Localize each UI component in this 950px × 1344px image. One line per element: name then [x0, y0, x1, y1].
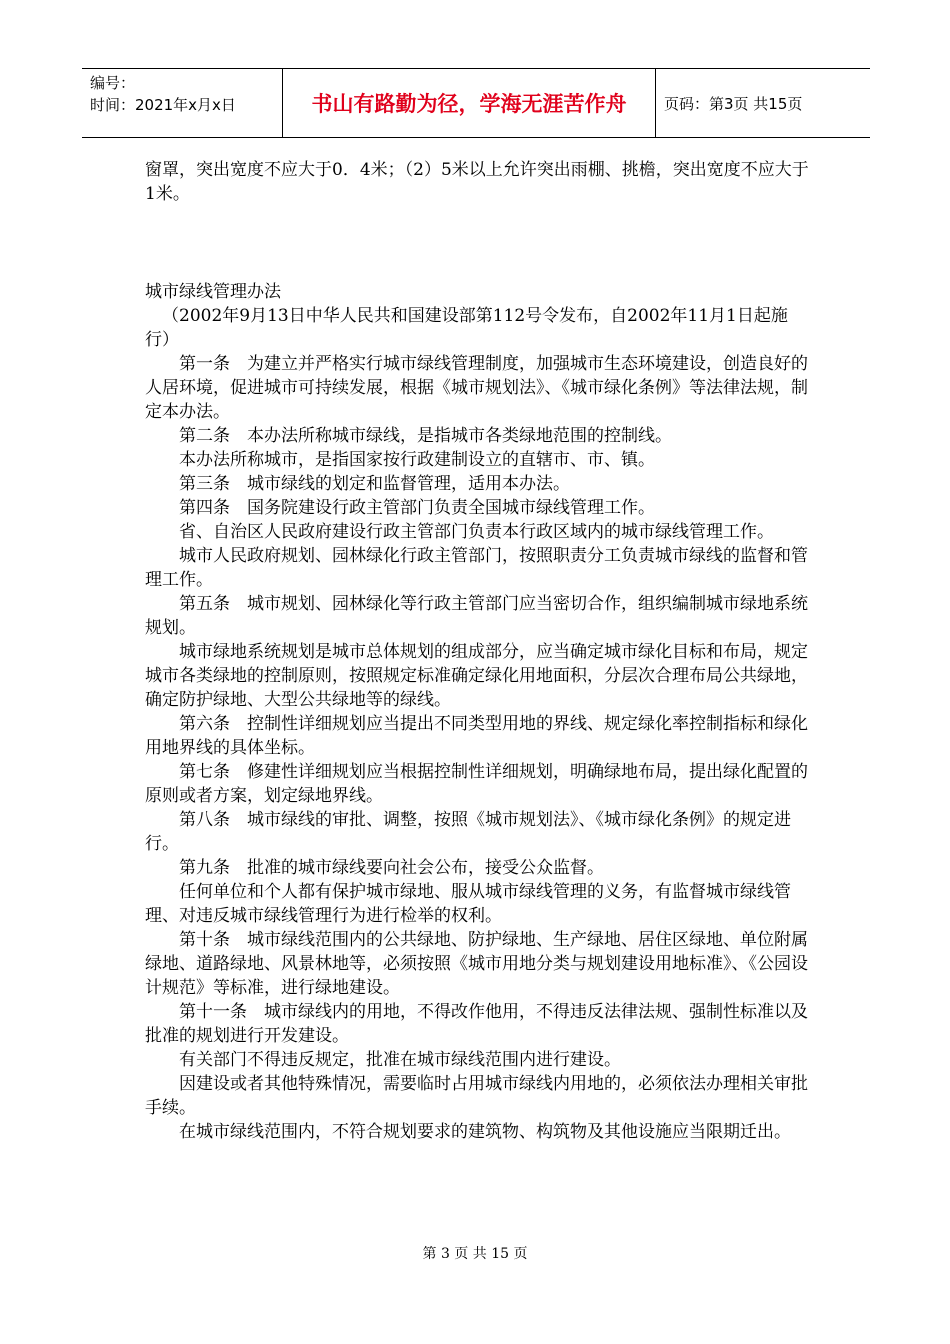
article-paragraph: 第七条 修建性详细规划应当根据控制性详细规划，明确绿地布局，提出绿化配置的原则或者方案，划定绿地界线。 — [145, 762, 808, 806]
article-paragraph: 第八条 城市绿线的审批、调整，按照《城市规划法》、《城市绿化条例》的规定进行。 — [145, 810, 791, 854]
article-paragraph: 第九条 批准的城市绿线要向社会公布，接受公众监督。 — [179, 858, 604, 878]
document-title: 城市绿线管理办法 — [145, 282, 281, 302]
document-body — [145, 158, 810, 1144]
article-paragraph: 第一条 为建立并严格实行城市绿线管理制度，加强城市生态环境建设，创造良好的人居环境，促进城市可持续发展，根据《城市规划法》、《城市绿化条例》等法律法规，制定本办法。 — [145, 354, 808, 422]
article-paragraph: 在城市绿线范围内，不符合规划要求的建筑物、构筑物及其他设施应当限期迁出。 — [179, 1122, 791, 1142]
article-paragraph: 第六条 控制性详细规划应当提出不同类型用地的界线、规定绿化率控制指标和绿化用地界线的具体坐标。 — [145, 714, 808, 758]
article-paragraph: 城市人民政府规划、园林绿化行政主管部门，按照职责分工负责城市绿线的监督和管理工作。 — [145, 546, 808, 590]
article-paragraph: 省、自治区人民政府建设行政主管部门负责本行政区域内的城市绿线管理工作。 — [179, 522, 774, 542]
article-paragraph: 第三条 城市绿线的划定和监督管理，适用本办法。 — [179, 474, 570, 494]
header-meta — [82, 69, 282, 137]
article-paragraph: 有关部门不得违反规定，批准在城市绿线范围内进行建设。 — [179, 1050, 621, 1070]
article-paragraph: 第十一条 城市绿线内的用地，不得改作他用，不得违反法律法规、强制性标准以及批准的规划进行开发建设。 — [145, 1002, 808, 1046]
article-paragraph: 因建设或者其他特殊情况，需要临时占用城市绿线内用地的，必须依法办理相关审批手续。 — [145, 1074, 808, 1118]
page-footer: 第 3 页 共 15 页 — [422, 1246, 528, 1262]
time-label: 时间：2021年x月x日 — [90, 96, 236, 114]
intro-paragraph: 窗罩，突出宽度不应大于0．4米；（2）5米以上允许突出雨棚、挑檐，突出宽度不应大于1米。 — [145, 160, 809, 204]
header-motto: 书山有路勤为径，学海无涯苦作舟 — [282, 69, 656, 137]
header-page-info: 页码：第3页 共15页 — [664, 94, 803, 113]
article-paragraph: 第五条 城市规划、园林绿化等行政主管部门应当密切合作，组织编制城市绿地系统规划。 — [145, 594, 808, 638]
spacer — [145, 206, 810, 280]
page-header — [82, 68, 870, 138]
article-paragraph: 第十条 城市绿线范围内的公共绿地、防护绿地、生产绿地、居住区绿地、单位附属绿地、道路绿地、风景林地等，必须按照《城市用地分类与规划建设用地标准》、《公园设计规范》等标准，进行绿地建设。 — [145, 930, 808, 998]
article-paragraph: 任何单位和个人都有保护城市绿地、服从城市绿线管理的义务，有监督城市绿线管理、对违反城市绿线管理行为进行检举的权利。 — [145, 882, 791, 926]
article-paragraph: 城市绿地系统规划是城市总体规划的组成部分，应当确定城市绿化目标和布局，规定城市各类绿地的控制原则，按照规定标准确定绿化用地面积，分层次合理布局公共绿地，确定防护绿地、大型公共绿地等的绿线。 — [145, 642, 808, 710]
article-paragraph: 本办法所称城市，是指国家按行政建制设立的直辖市、市、镇。 — [179, 450, 655, 470]
article-paragraph: 第四条 国务院建设行政主管部门负责全国城市绿线管理工作。 — [179, 498, 655, 518]
article-paragraph: 第二条 本办法所称城市绿线，是指城市各类绿地范围的控制线。 — [179, 426, 672, 446]
articles — [145, 352, 810, 1144]
doc-number-label: 编号： — [90, 74, 136, 92]
issuance-note: （2002年9月13日中华人民共和国建设部第112号令发布，自2002年11月1日起施行） — [145, 306, 788, 350]
